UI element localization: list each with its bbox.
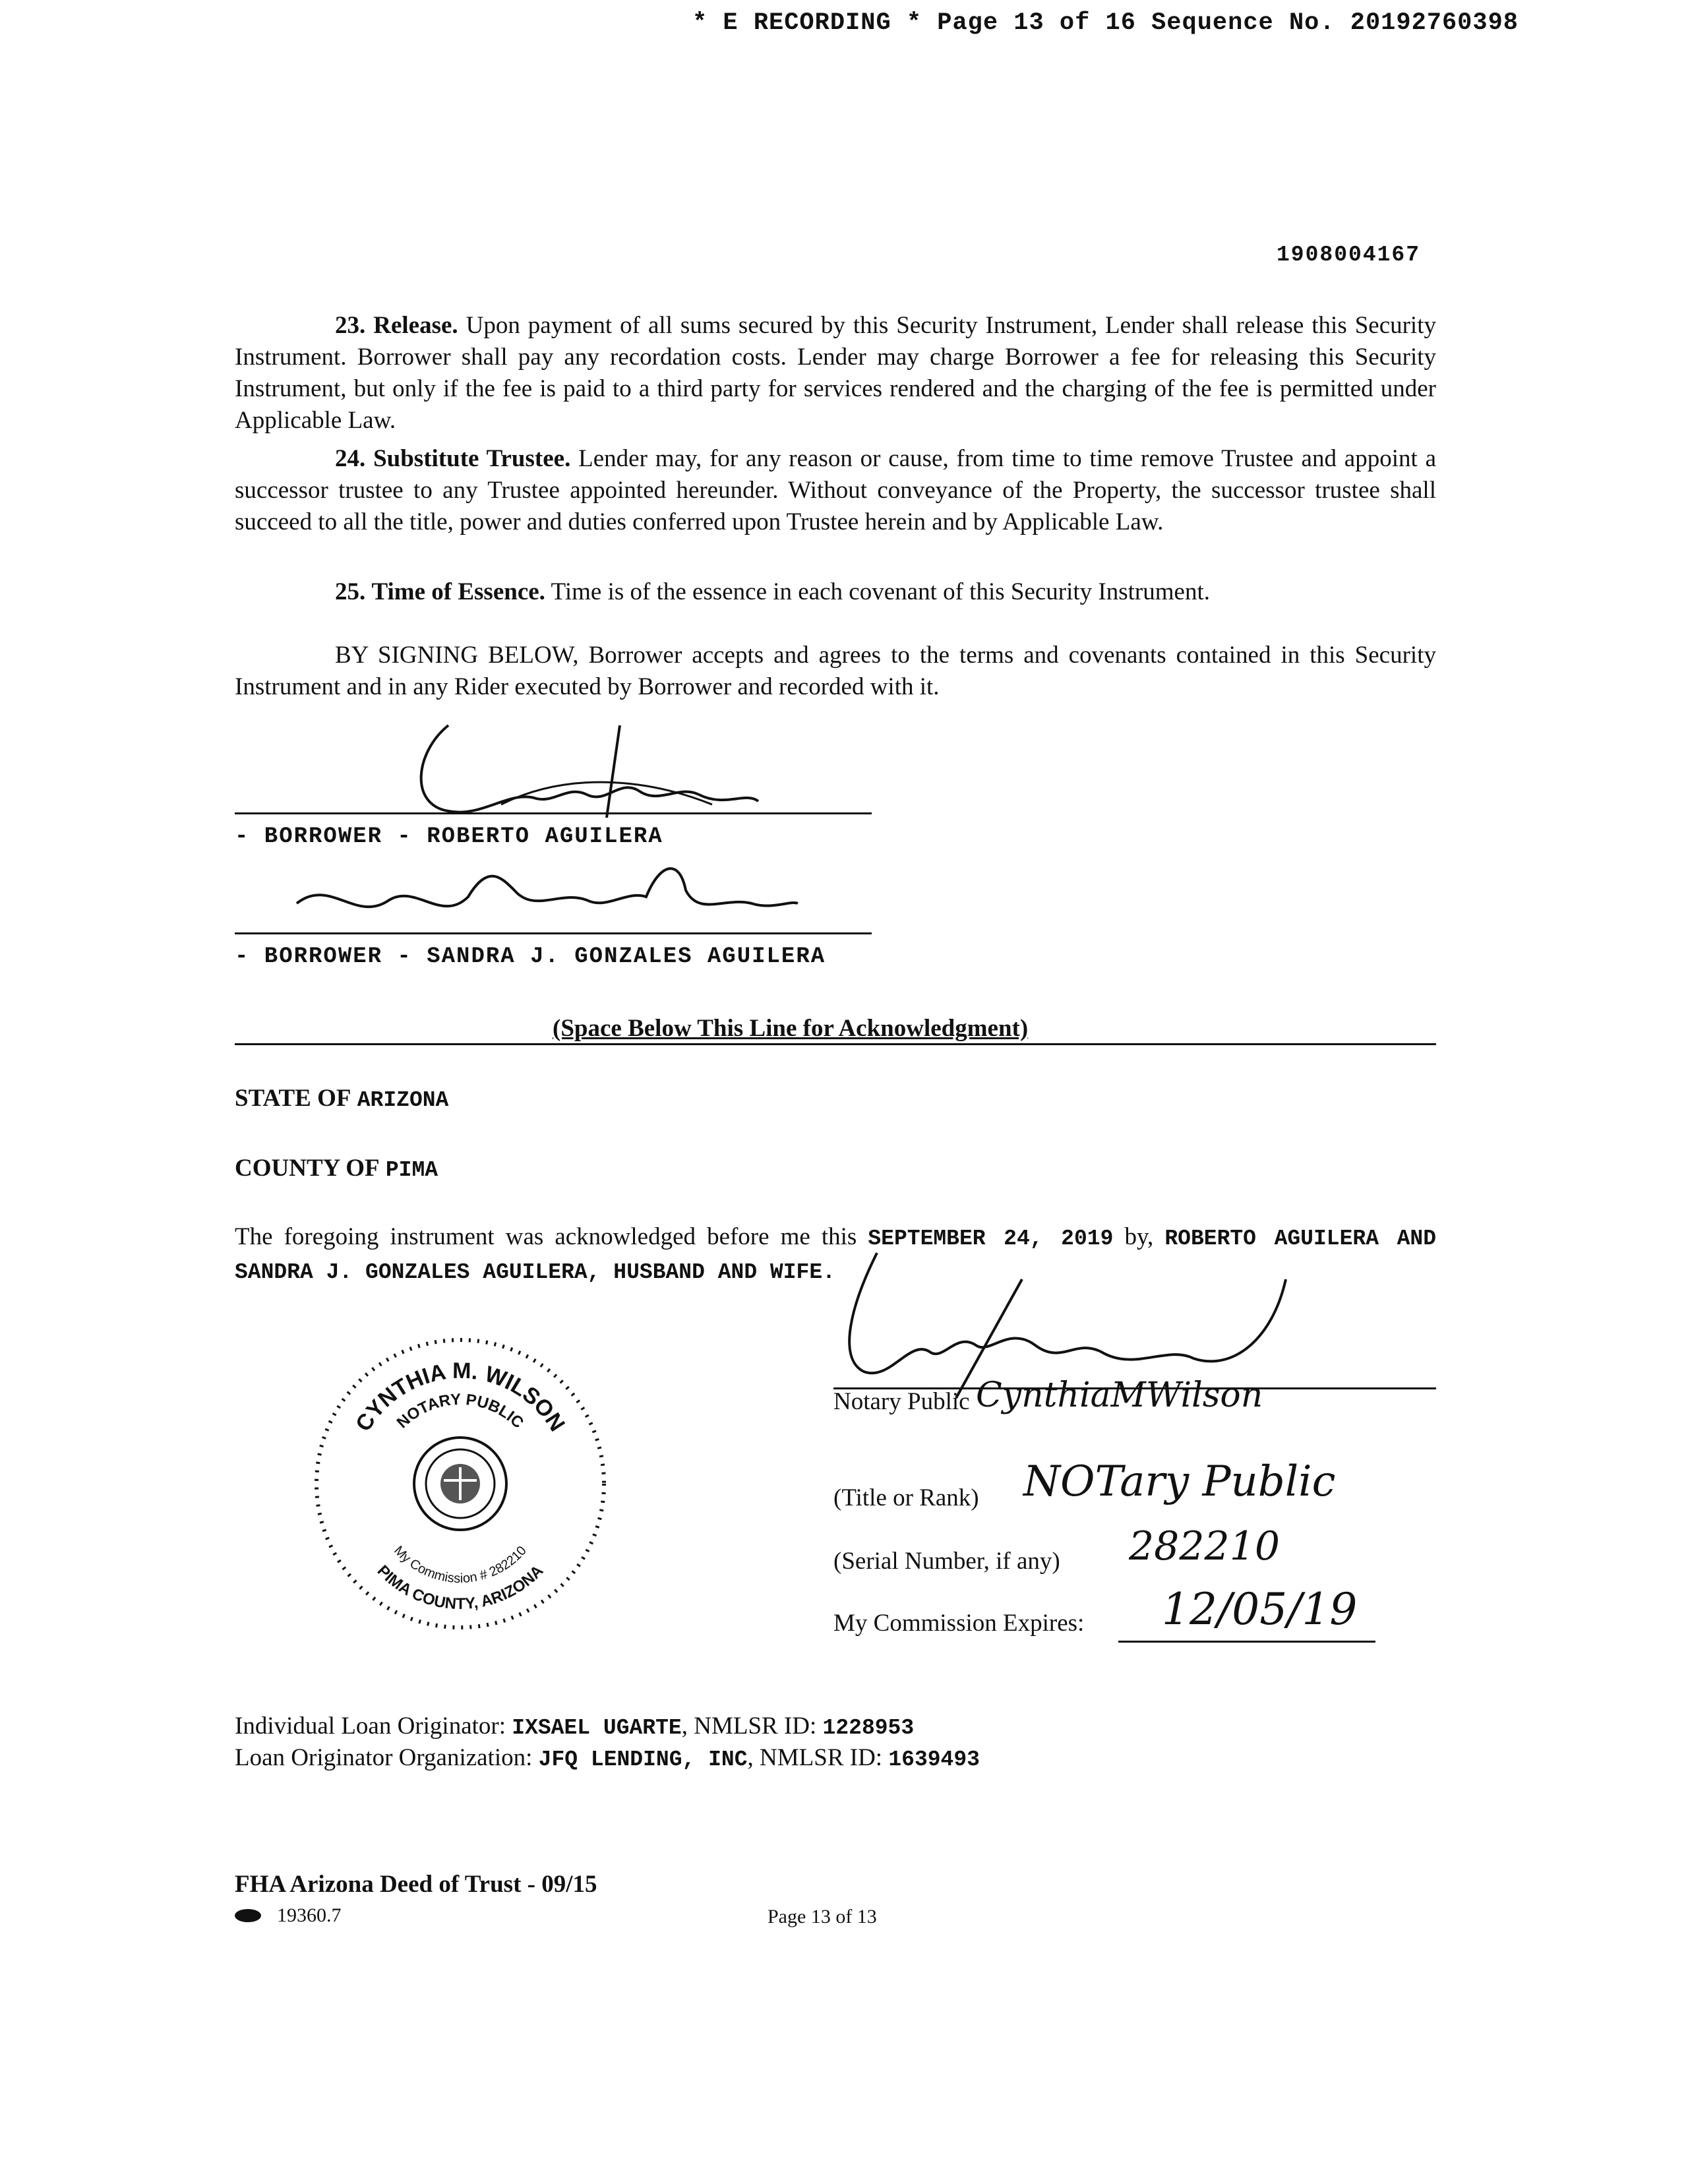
ack-prefix: The foregoing instrument was acknowledged before me this [235,1223,857,1250]
acknowledgment-line [235,1043,1436,1045]
section-time-of-essence [235,576,1436,608]
state-value: ARIZONA [357,1088,449,1112]
seal-name: CYNTHIA M. WILSON [351,1358,570,1436]
recording-header: * E RECORDING * Page 13 of 16 Sequence No. 20192760398 [692,9,1519,37]
section-text: Time is of the essence in each covenant of this Security Instrument. [551,578,1210,605]
county-line [235,1154,438,1182]
section-substitute-trustee [235,443,1436,538]
page-number: Page 13 of 13 [768,1906,877,1927]
form-number [235,1904,342,1927]
signature-line [235,932,872,934]
individual-originator-id: 1228953 [822,1716,915,1740]
nmlsr-label: , NMLSR ID: [747,1744,883,1771]
org-originator-id: 1639493 [888,1747,980,1772]
seal-commission: My Commission # 282210 [391,1543,529,1587]
section-number: 24. [335,445,366,472]
ack-by: by, [1124,1223,1154,1250]
form-number-text: 19360.7 [277,1904,342,1926]
section-number: 25. [335,578,366,605]
loan-number: 1908004167 [1277,243,1421,267]
section-title: Time of Essence. [371,578,545,605]
org-originator-name: JFQ LENDING, INC [538,1747,748,1772]
section-title: Release. [373,312,458,339]
form-title: FHA Arizona Deed of Trust - 09/15 [235,1871,597,1898]
org-originator-label: Loan Originator Organization: [235,1744,533,1771]
title-or-rank-label: (Title or Rank) [833,1484,979,1511]
notary-public-name: CynthiaMWilson [976,1376,1263,1415]
svg-text:PIMA COUNTY, ARIZONA [374,1562,547,1614]
borrower-2-signature [290,851,804,943]
section-number: 23. [335,312,366,339]
notary-signature [824,1240,1325,1398]
svg-text:NOTARY PUBLIC [394,1391,528,1432]
borrower-1-label: - BORROWER - ROBERTO AGUILERA [235,824,663,849]
commission-expires-line [1118,1641,1375,1643]
section-text: Lender may, for any reason or cause, from time to time remove Trustee and appoint a successor trustee to any Trustee appointed hereunder. Without conveyance of the Property, the successor trustee shall succeed to all the title, power and duties conferred upon Trustee herein and by Applicable Law. [235,445,1436,535]
acknowledgment-header: (Space Below This Line for Acknowledgment) [553,1015,1029,1042]
commission-expires-value: 12/05/19 [1162,1584,1358,1635]
state-line [235,1084,448,1112]
individual-originator-label: Individual Loan Originator: [235,1713,506,1740]
serial-number-label: (Serial Number, if any) [833,1548,1060,1575]
section-release [235,310,1436,437]
serial-number-value: 282210 [1129,1523,1281,1569]
section-text: Upon payment of all sums secured by this Security Instrument, Lender shall release this Security Instrument. Borrower shall pay any recordation costs. Lender may charge Borrower a fee for releasing this Security Instrument, but only if the fee is paid to a third party for services rendered and the charging of the fee is permitted under Applicable Law. [235,312,1436,434]
nmlsr-label: , NMLSR ID: [681,1713,817,1740]
county-label: COUNTY OF [235,1155,380,1182]
originator-organization [235,1744,980,1772]
ack-names: ROBERTO AGUILERA AND SANDRA J. GONZALES AGUILERA, HUSBAND AND WIFE. [235,1227,1437,1285]
title-or-rank-value: NOTary Public [1023,1457,1336,1506]
borrower-2-label: - BORROWER - SANDRA J. GONZALES AGUILERA [235,944,826,969]
seal-title: NOTARY PUBLIC [393,1390,528,1432]
individual-originator [235,1712,914,1740]
individual-originator-name: IXSAEL UGARTE [512,1716,682,1740]
notary-seal-stamp [309,1332,612,1635]
state-label: STATE OF [235,1085,351,1112]
seal-county: PIMA COUNTY, ARIZONA [373,1562,547,1614]
form-logo-icon [235,1909,261,1922]
section-title: Substitute Trustee. [373,445,571,472]
signing-statement: BY SIGNING BELOW, Borrower accepts and agrees to the terms and covenants contained in this Security Instrument and in any Rider executed by Borrower and recorded with it. [235,642,1436,700]
signature-line [235,812,872,814]
ack-date: SEPTEMBER 24, 2019 [868,1227,1114,1251]
commission-expires-label: My Commission Expires: [833,1610,1085,1637]
county-value: PIMA [385,1158,438,1182]
svg-text:My Commission # 282210 [391,1543,529,1586]
notary-public-label: Notary Public [833,1388,970,1415]
